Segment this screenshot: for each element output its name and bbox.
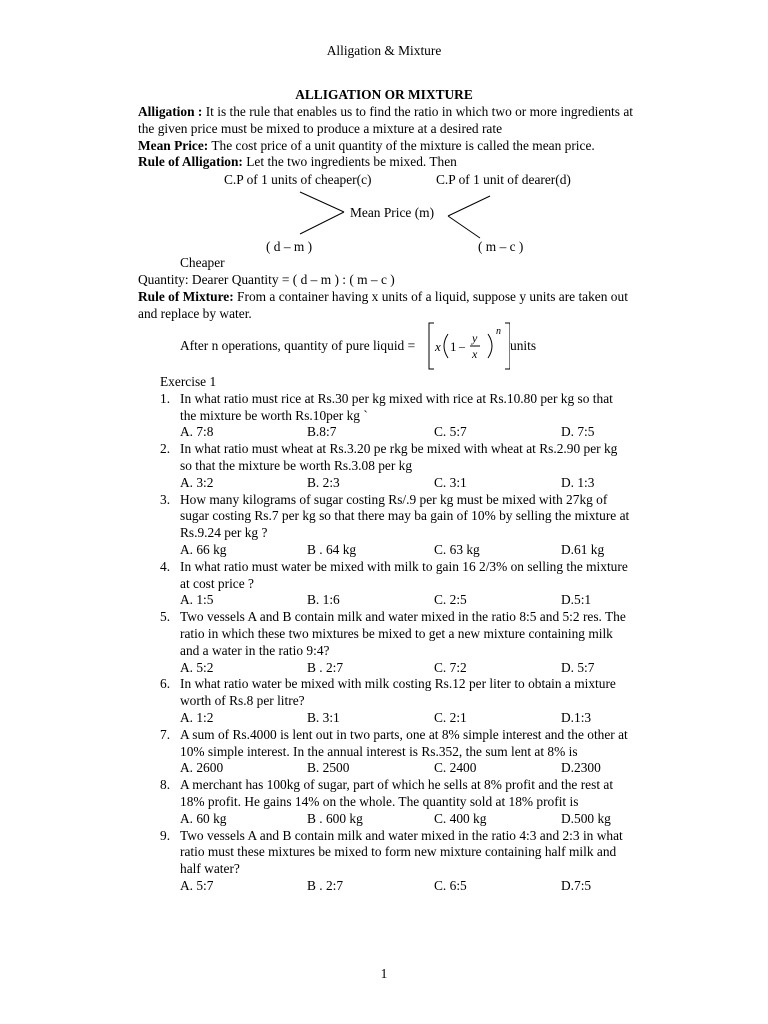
question-number: 8. — [160, 777, 171, 793]
question-row — [138, 676, 638, 710]
answer-option: B. 2:3 — [307, 474, 340, 490]
answer-options — [180, 878, 638, 895]
question-item — [138, 727, 638, 777]
answer-options — [180, 811, 638, 828]
answer-options — [180, 475, 638, 492]
mean-price-text: The cost price of a unit quantity of the mixture is called the mean price. — [208, 137, 595, 153]
answer-option: B. 2500 — [307, 760, 350, 776]
svg-text:y: y — [472, 331, 478, 345]
right-difference-label: ( m – c ) — [478, 239, 524, 254]
answer-options — [180, 424, 638, 441]
answer-option: B . 2:7 — [307, 659, 344, 675]
answer-option: C. 2400 — [434, 760, 477, 776]
question-number: 7. — [160, 726, 171, 742]
answer-options — [180, 660, 638, 677]
answer-options — [180, 710, 638, 727]
mean-price-label: Mean Price (m) — [350, 205, 435, 220]
question-item — [138, 777, 638, 827]
rule-mixture-text: From a container having x units of a liquid, suppose y units are taken out and replace by water. — [138, 288, 628, 321]
question-item — [138, 828, 638, 895]
question-text: In what ratio must water be mixed with milk to gain 16 2/3% on selling the mixture at cost price ? — [180, 558, 628, 591]
rule-mixture-term: Rule of Mixture: — [138, 288, 234, 304]
cheaper-word: Cheaper — [180, 255, 225, 270]
answer-option: A. 66 kg — [180, 541, 227, 557]
alligation-definition — [138, 104, 638, 138]
page-number: 1 — [380, 966, 388, 981]
definitions-block — [138, 104, 638, 171]
question-row — [138, 777, 638, 811]
answer-option: B . 64 kg — [307, 541, 357, 557]
answer-option: A. 1:5 — [180, 592, 214, 608]
answer-option: A. 1:2 — [180, 709, 214, 725]
ratio-and-mixture-block — [138, 272, 638, 322]
question-number: 6. — [160, 676, 171, 692]
answer-option: C. 6:5 — [434, 877, 467, 893]
question-number: 3. — [160, 491, 171, 507]
rule-alligation-term: Rule of Alligation: — [138, 154, 243, 170]
answer-options — [180, 760, 638, 777]
question-item — [138, 391, 638, 441]
question-item — [138, 676, 638, 726]
answer-option: D.61 kg — [561, 541, 605, 557]
answer-option: D.5:1 — [561, 592, 592, 608]
answer-option: C. 5:7 — [434, 424, 467, 440]
question-number: 4. — [160, 558, 171, 574]
answer-option: C. 3:1 — [434, 474, 467, 490]
answer-option: C. 400 kg — [434, 810, 487, 826]
cheaper-price-label: C.P of 1 units of cheaper(c) — [224, 172, 372, 187]
answer-option: A. 60 kg — [180, 810, 227, 826]
alligation-text: It is the rule that enables us to find the ratio in which two or more ingredients at the given price must be mixed to produce a mixture at a desired rate — [138, 104, 633, 136]
answer-option: C. 7:2 — [434, 659, 467, 675]
question-row — [138, 559, 638, 593]
answer-option: D. 5:7 — [561, 659, 595, 675]
question-item — [138, 609, 638, 676]
question-number: 2. — [160, 441, 171, 457]
svg-text:–: – — [459, 339, 465, 353]
question-number: 5. — [160, 609, 171, 625]
answer-option: B. 3:1 — [307, 709, 340, 725]
answer-option: C. 63 kg — [434, 541, 480, 557]
formula-label: After n operations, quantity of pure liquid = — [180, 338, 416, 353]
alligation-diagram — [0, 170, 768, 265]
answer-option: A. 5:7 — [180, 877, 214, 893]
mixture-formula — [180, 320, 640, 372]
question-item — [138, 492, 638, 559]
exercise-title: Exercise 1 — [160, 374, 217, 389]
answer-option: C. 2:1 — [434, 709, 467, 725]
question-row — [138, 492, 638, 542]
question-text: In what ratio water be mixed with milk costing Rs.12 per liter to obtain a mixture worth of Rs.8 per litre? — [180, 676, 616, 709]
question-text: Two vessels A and B contain milk and water mixed in the ratio 8:5 and 5:2 res. The ratio in which these two mixtures be mixed to get a new mixture containing milk and a water in the ratio 9:4? — [180, 609, 626, 658]
answer-option: B . 2:7 — [307, 877, 344, 893]
mean-price-definition — [138, 138, 638, 155]
quantity-ratio-line: Quantity: Dearer Quantity = ( d – m ) : ( m – c ) — [138, 272, 395, 287]
answer-options — [180, 542, 638, 559]
rule-alligation-definition — [138, 154, 638, 171]
answer-options — [180, 592, 638, 609]
question-row — [138, 441, 638, 475]
answer-option: A. 7:8 — [180, 424, 214, 440]
svg-text:1: 1 — [450, 339, 457, 354]
question-text: How many kilograms of sugar costing Rs/.9 per kg must be mixed with 27kg of sugar costing Rs.7 per kg so that there may ba gain of 10% by selling the mixture at Rs.9.24 per kg ? — [180, 491, 630, 541]
question-text: Two vessels A and B contain milk and water mixed in the ratio 4:3 and 2:3 in what ratio must these mixtures be mixed to form new mixture containing half milk and half water? — [180, 827, 623, 877]
answer-option: A. 2600 — [180, 760, 224, 776]
question-row — [138, 609, 638, 659]
formula-units: units — [510, 338, 537, 353]
answer-option: D.1:3 — [561, 709, 592, 725]
answer-option: D.500 kg — [561, 810, 611, 826]
dearer-price-label: C.P of 1 unit of dearer(d) — [436, 172, 571, 187]
question-list — [138, 391, 638, 895]
question-row — [138, 727, 638, 761]
exercise-section — [138, 374, 638, 895]
answer-option: D. 1:3 — [561, 474, 595, 490]
answer-option: B . 600 kg — [307, 810, 363, 826]
svg-text:x: x — [472, 347, 478, 361]
question-item — [138, 441, 638, 491]
question-row — [138, 391, 638, 425]
rule-mixture-definition — [138, 289, 638, 323]
answer-option: C. 2:5 — [434, 592, 467, 608]
answer-option: B.8:7 — [307, 424, 337, 440]
answer-option: B. 1:6 — [307, 592, 340, 608]
svg-text:n: n — [496, 326, 501, 337]
svg-text:x: x — [435, 339, 441, 354]
question-row — [138, 828, 638, 878]
left-difference-label: ( d – m ) — [266, 239, 313, 254]
question-text: In what ratio must rice at Rs.30 per kg mixed with rice at Rs.10.80 per kg so that the mixture be worth Rs.10per kg ` — [180, 390, 613, 423]
formula-expression — [180, 320, 510, 372]
answer-option: D.7:5 — [561, 877, 592, 893]
running-header: Alligation & Mixture — [326, 43, 442, 58]
answer-option: A. 3:2 — [180, 474, 214, 490]
document-title: ALLIGATION OR MIXTURE — [295, 87, 473, 102]
answer-option: A. 5:2 — [180, 659, 214, 675]
question-text: In what ratio must wheat at Rs.3.20 pe rkg be mixed with wheat at Rs.2.90 per kg so that the mixture be worth Rs.3.08 per kg — [180, 441, 618, 473]
rule-alligation-text: Let the two ingredients be mixed. Then — [242, 154, 457, 170]
alligation-term: Alligation : — [138, 104, 203, 119]
mean-price-term: Mean Price: — [138, 137, 209, 153]
question-number: 1. — [160, 390, 171, 406]
question-text: A merchant has 100kg of sugar, part of which he sells at 8% profit and the rest at 18% profit. He gains 14% on the whole. The quantity sold at 18% profit is — [180, 777, 614, 809]
answer-option: D.2300 — [561, 760, 601, 776]
question-number: 9. — [160, 827, 171, 843]
question-text: A sum of Rs.4000 is lent out in two parts, one at 8% simple interest and the other at 10% simple interest. In the annual interest is Rs.352, the sum lent at 8% is — [180, 726, 628, 759]
question-item — [138, 559, 638, 609]
answer-option: D. 7:5 — [561, 424, 595, 440]
